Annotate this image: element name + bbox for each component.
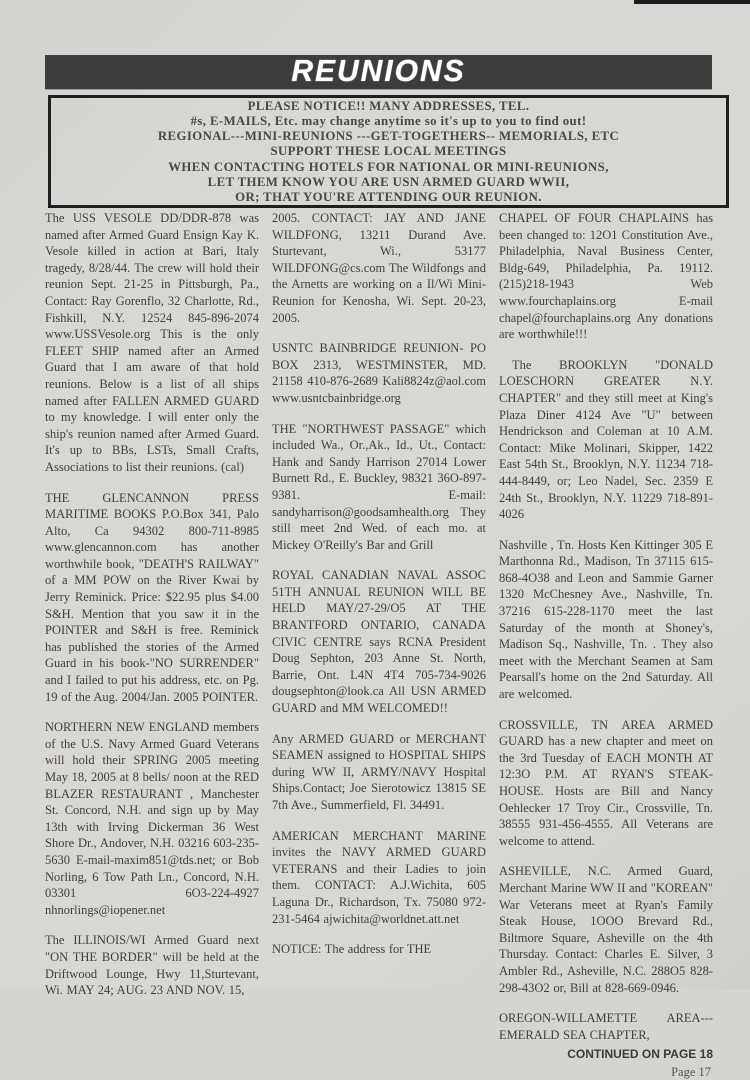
notice-box (48, 95, 729, 208)
notice-line: #s, E-MAILS, Etc. may change anytime so it's up to you to find out! (190, 114, 587, 128)
paragraph-oregon-willamette: OREGON-WILLAMETTE AREA--- EMERALD SEA CHAPTER, (499, 1011, 713, 1042)
paragraph-crossville: CROSSVILLE, TN AREA ARMED GUARD has a new chapter and meet on the 3rd Tuesday of EACH MONTH AT 12:3O P.M. AT RYAN'S STEAK-HOUSE. Hosts are Bill and Nancy Oehlecker 17 Troy Cir., Crossville, Tn. 38555 931-456-4555. All Veterans are welcome to attend. (499, 717, 713, 848)
paragraph-nashville: Nashville , Tn. Hosts Ken Kittinger 305 E Marthonna Rd., Madison, Tn 37115 615-868-4O38 and Leon and Sammie Garner 1320 McChesney Ave., Nashville, Tn. 37216 615-228-1170 meet the last Saturday of the month at Shoney's, Madison Sq., Nashville, Tn. . They also meet with the Merchant Seamen at Sam Pearsall's home on the 2nd Saturday. All are welcomed. (499, 537, 714, 702)
paragraph-northern-new-england: NORTHERN NEW ENGLAND members of the U.S. Navy Armed Guard Veterans will hold their SPRING 2005 meeting May 18, 2005 at 8 bells/ noon at the RED BLAZER RESTAURANT , Manchester St. Concord, N.H. and sign up by May 13th with Irving Dickerman 36 West Shore Dr., Andover, N.H. 03216 603-235-5630 E-mail-maxim851@tds.net; or Bob Norling, 6 Tow Path Ln., Concord, N.H. 03301 6O3-224-4927 nhnorlings@iopener.net (45, 720, 259, 917)
paragraph-glencannon-press: THE GLENCANNON PRESS MARITIME BOOKS P.O.Box 341, Palo Alto, Ca 94302 800-711-8985 www.glencannon.com has another worthwhile book, "DEATH'S RAILWAY" of a MM POW on the River Kwai by Jerry Reminick. Price: $22.95 plus $4.00 S&H. Mention that you saw it in the POINTER and S&H is free. Reminick has published the stories of the Armed Guard in his book-"NO SURRENDER" and I failed to put his address, etc. on Pg. 19 of the Aug. 2004/Jan. 2005 POINTER. (45, 490, 259, 704)
notice-line: WHEN CONTACTING HOTELS FOR NATIONAL OR MINI-REUNIONS, (168, 159, 609, 174)
paragraph-american-merchant-marine: AMERICAN MERCHANT MARINE invites the NAVY ARMED GUARD VETERANS and their Ladies to join them. CONTACT: A.J.Wichita, 605 Laguna Dr., Richardson, Tx. 75080 972-231-5464 ajwichita@worldnet.att.net (272, 828, 486, 926)
continued-note: CONTINUED ON PAGE 18 (567, 1047, 713, 1062)
notice-line: REGIONAL---MINI-REUNIONS ---GET-TOGETHERS-- MEMORIALS, ETC (157, 129, 620, 144)
paragraph-royal-canadian-naval: ROYAL CANADIAN NAVAL ASSOC 51TH ANNUAL REUNION WILL BE HELD MAY/27-29/O5 AT THE BRANTFORD ONTARIO, CANADA CIVIC CENTRE says RCNA President Doug Sephton, 203 Anne St. North, Barrie, Ont. L4N 4T4 705-734-9026 dougsephton@look.ca All USN ARMED GUARD and MM WELCOMED!! (272, 568, 486, 716)
column-right (499, 210, 713, 1080)
banner-title: REUNIONS (291, 54, 466, 89)
paragraph-brooklyn-chapter: The BROOKLYN "DONALD LOESCHORN GREATER N.Y. CHAPTER" and they still meet at King's Plaza Diner 4124 Ave "U" between Hendrickson and Coleman at 10 A.M. Contact: Mike Molinari, Skipper, 1422 East 54th St., Brooklyn, N.Y. 11234 718-444-8449, or; Leo Nadel, Sec. 2359 E 24th St., Brooklyn, N.Y. 11229 718-891-4026 (499, 357, 713, 522)
notice-line: PLEASE NOTICE!! MANY ADDRESSES, TEL. (247, 98, 530, 113)
paragraph-usntc-bainbridge: USNTC BAINBRIDGE REUNION- PO BOX 2313, WESTMINSTER, MD. 21158 410-876-2689 Kali8824z@aol.com www.usntcbainbridge.org (272, 341, 486, 405)
paragraph-notice-address: NOTICE: The address for THE (272, 942, 432, 957)
scan-artifact (634, 0, 750, 4)
column-left (45, 210, 259, 1080)
notice-line: OR; THAT YOU'RE ATTENDING OUR REUNION. (235, 190, 542, 205)
notice-line: LET THEM KNOW YOU ARE USN ARMED GUARD WWII, (207, 174, 570, 189)
paragraph-wildfong-contact: 2005. CONTACT: JAY AND JANE WILDFONG, 13211 Durand Ave. Sturtevant, Wi., 53177 WILDFONG@cs.com The Wildfongs and the Arnetts are working on a Il/Wi Mini-Reunion for Kenosha, Wi. Sept. 20-23, 2005. (272, 211, 486, 325)
page-number: Page 17 (671, 1065, 711, 1080)
article-columns (45, 210, 713, 1080)
reunions-banner (45, 55, 712, 89)
paragraph-illinois-wi: The ILLINOIS/WI Armed Guard next "ON THE BORDER" will be held at the Driftwood Lounge, Hwy 11,Sturtevant, Wi. MAY 24; AUG. 23 AND NOV. 15, (45, 933, 259, 998)
column-middle (272, 210, 486, 1080)
notice-line: SUPPORT THESE LOCAL MEETINGS (270, 144, 507, 159)
paragraph-asheville: ASHEVILLE, N.C. Armed Guard, Merchant Marine WW II and "KOREAN" War Veterans meet at Ryan's Family Steak House, 1OOO Brevard Rd., Biltmore Square, Asheville on the 4th Thursday. Contact: Charles E. Silver, 3 Ambler Rd., Asheville, N.C. 288O5 828-298-43O2 or, Bill at 828-669-0946. (499, 864, 713, 995)
paragraph-northwest-passage: THE "NORTHWEST PASSAGE" which included Wa., Or.,Ak., Id., Ut., Contact: Hank and Sandy Harrison 27014 Lower Burnett Rd., E. Buckley, 98321 36O-897-9381. E-mail: sandyharrison@goodsamhealth.org They still meet 2nd Wed. of each mo. at Mickey O'Reilly's Bar and Grill (272, 421, 486, 552)
paragraph-uss-vesole: The USS VESOLE DD/DDR-878 was named after Armed Guard Ensign Kay K. Vesole killed in action at Bari, Italy tragedy, 8/28/44. The crew will hold their reunion Sept. 21-25 in Pittsburgh, Pa., Contact: Ray Gorenflo, 32 Charlotte, Rd., Fishkill, N.Y. 12524 845-896-2074 www.USSVesole.org This is the only FLEET SHIP named after an Armed Guard that I am aware of that hold reunions. Below is a list of all ships named after FALLEN ARMED GUARD to my knowledge. I will enter only the ship's reunion named after Armed Guard. It's up to BBs, LSTs, Small Crafts, Associations to list their reunions. (cal) (45, 211, 259, 474)
paragraph-chapel-four-chaplains: CHAPEL OF FOUR CHAPLAINS has been changed to: 12O1 Constitution Ave., Philadelphia, Naval Business Center, Bldg-649, Philadelphia, Pa. 19112. (215)218-1943 Web www.fourchaplains.org E-mail chapel@fourchaplains.org Any donations are worthwhile!!! (499, 211, 713, 342)
paragraph-hospital-ships: Any ARMED GUARD or MERCHANT SEAMEN assigned to HOSPITAL SHIPS during WW II, ARMY/NAVY Hospital Ships.Contact; Joe Sierotowicz 13815 SE 7th Ave., Summerfield, Fl. 34491. (272, 731, 486, 812)
